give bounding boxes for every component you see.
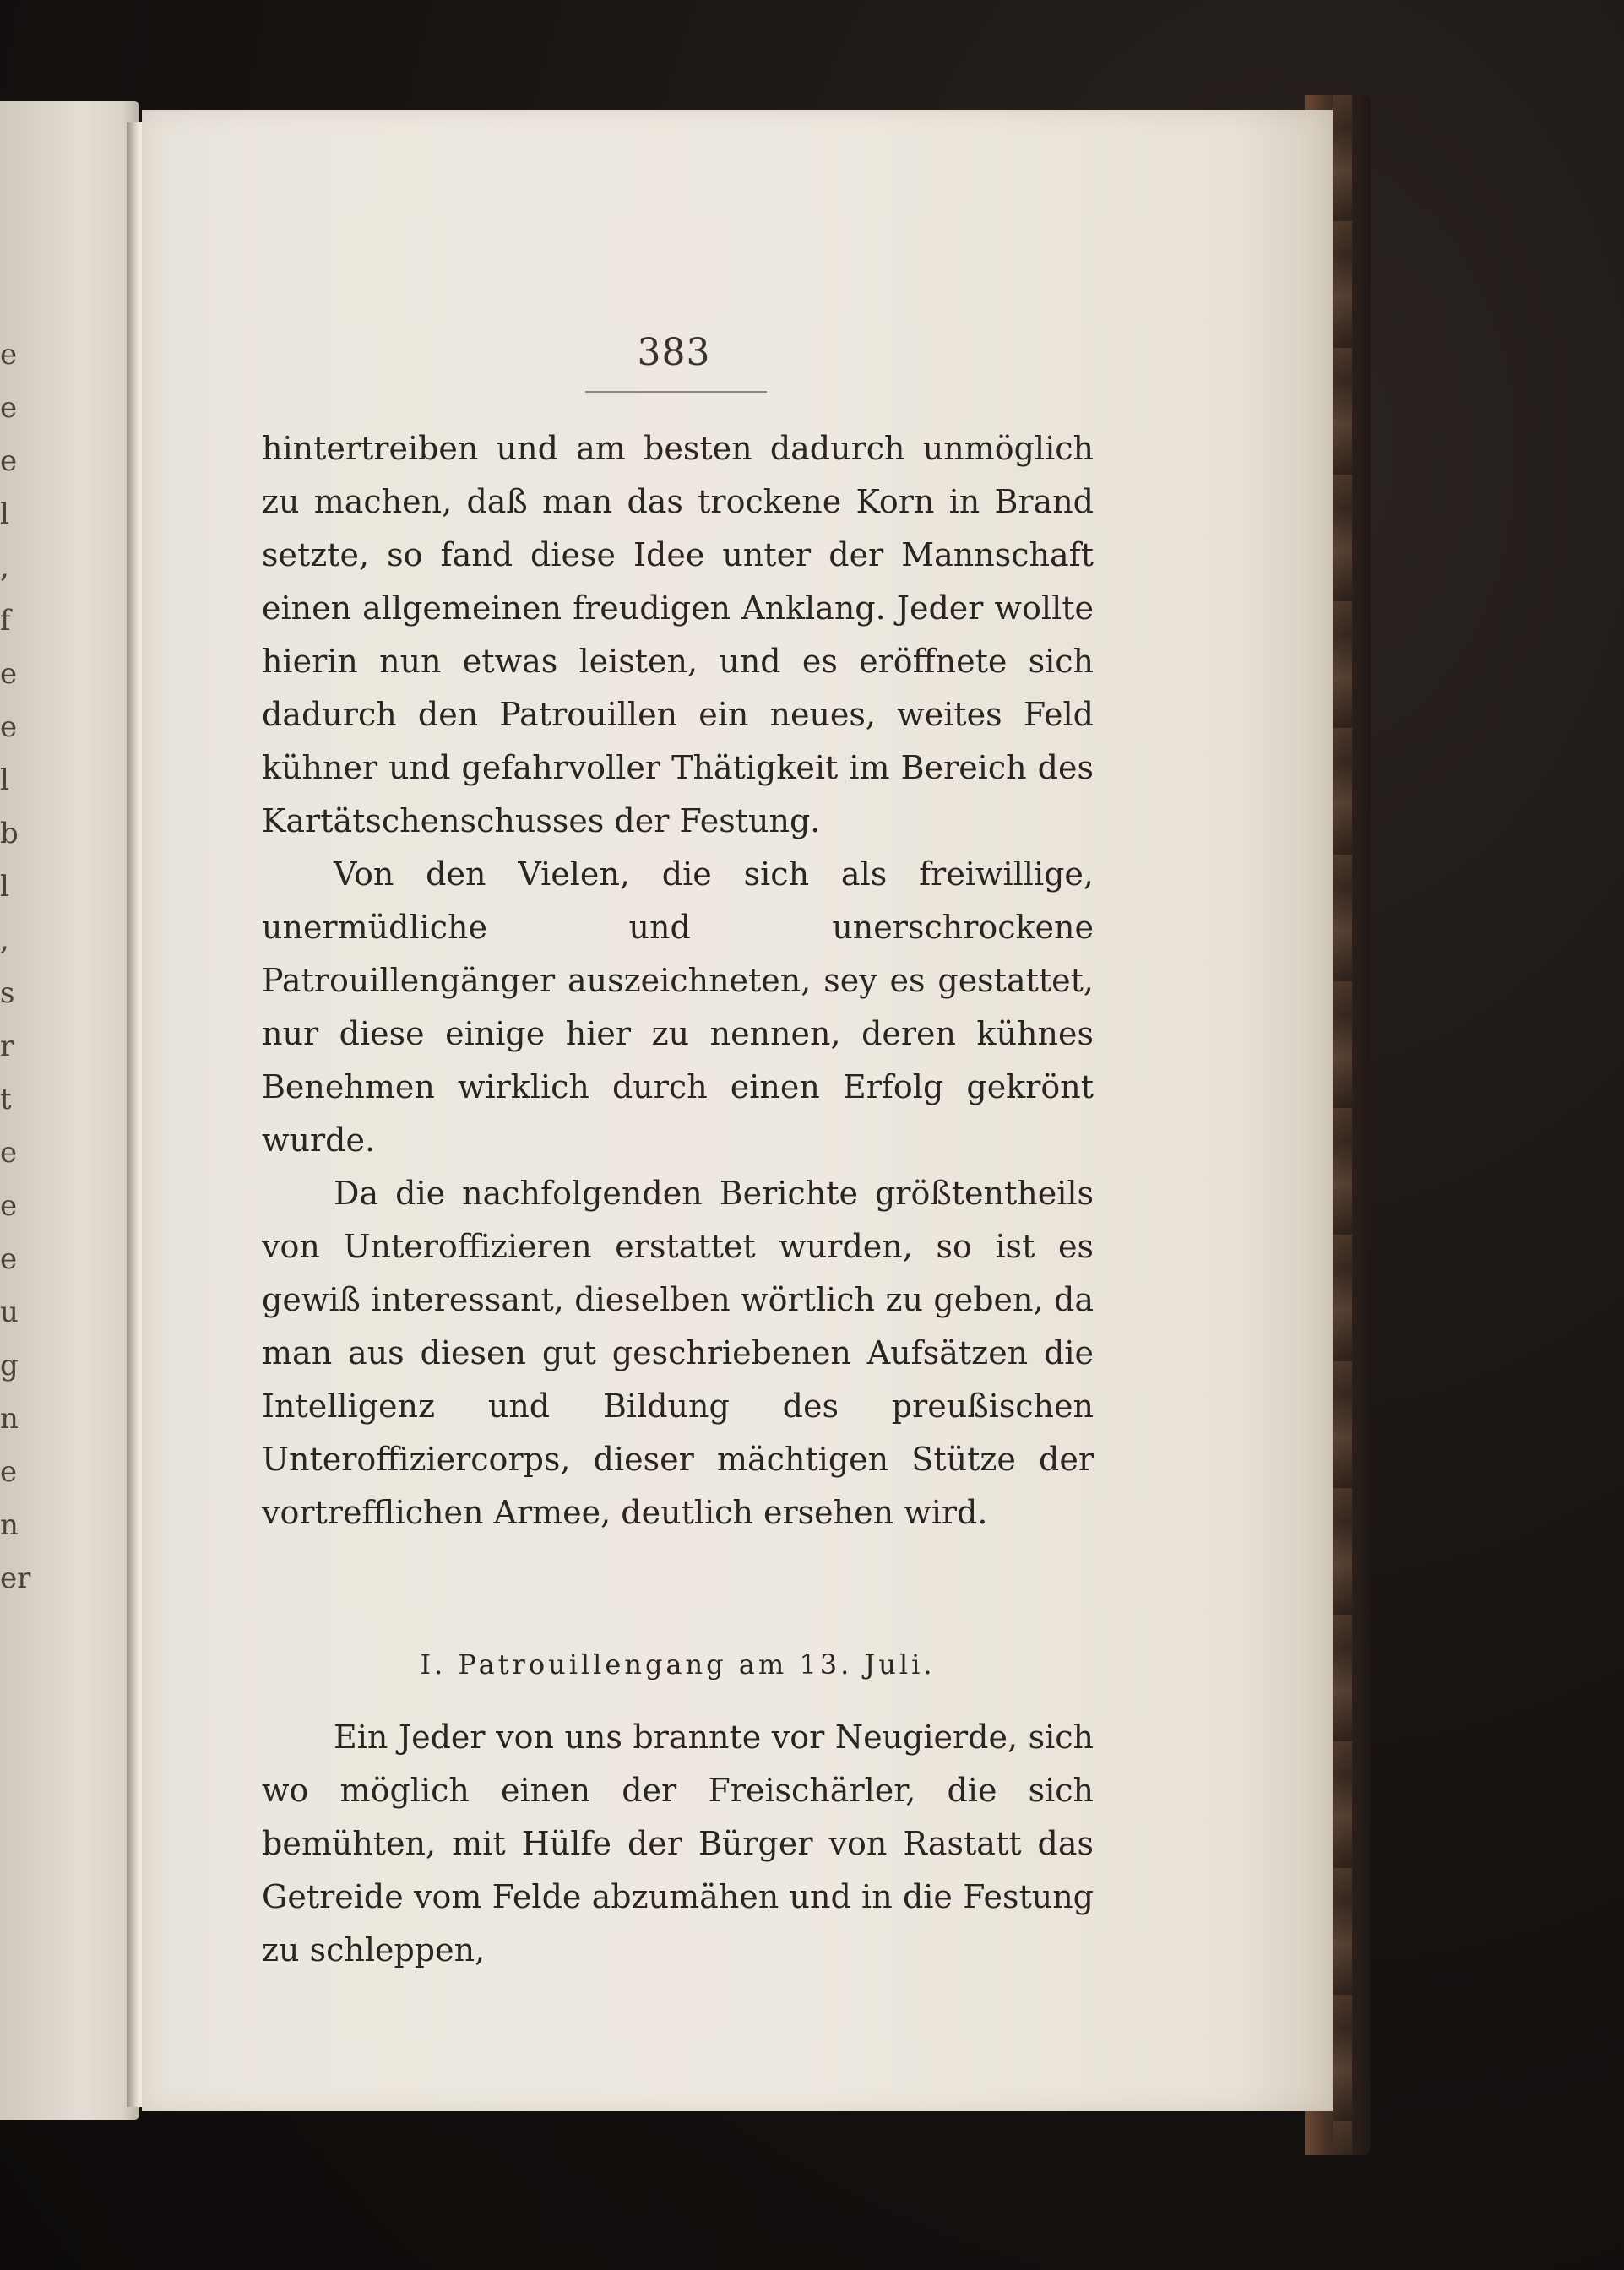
previous-page-glyph: f [0,604,11,638]
previous-page-glyph: er [0,1561,31,1595]
header-rule [585,391,767,393]
previous-page-glyph: g [0,1349,19,1382]
previous-page-glyph: l [0,763,9,797]
paragraph: hintertreiben und am besten dadurch unmöglich zu machen, daß man das trockene Korn in Brand setzte, so fand diese Idee unter der Mannschaft einen allgemeinen freudigen Anklang. Jeder wollte hierin nun etwas leisten, und es eröffnete sich dadurch den Patrouillen ein neues, weites Feld kühner und gefahrvoller Thätigkeit im Bereich des Kartätschenschusses der Festung. [262,430,1094,839]
previous-page-glyph: e [0,391,18,425]
book-page [142,110,1333,2111]
paragraph: Von den Vielen, die sich als freiwillige, unermüdliche und unerschrockene Patrouillengänger auszeichneten, sey es gestattet, nur diese einige hier zu nennen, deren kühnes Benehmen wirklich durch einen Erfolg gekrönt wurde. [262,855,1094,1159]
previous-page-glyph: , [0,923,9,957]
previous-page-edge-text [0,101,139,2120]
body-text [262,422,1094,1540]
page-number: 383 [637,331,711,374]
previous-page-glyph: l [0,497,9,531]
previous-page-glyph: e [0,1455,18,1489]
previous-page-glyph: n [0,1402,19,1436]
previous-page-glyph: , [0,551,9,584]
section-body-text [262,1711,1094,1977]
previous-page-glyph: n [0,1508,19,1542]
previous-page-glyph: e [0,710,18,744]
previous-page-glyph: t [0,1083,12,1116]
previous-page [0,101,139,2120]
previous-page-glyph: l [0,870,9,904]
previous-page-glyph: s [0,976,15,1010]
section-heading: I. Patrouillengang am 13. Juli. [420,1648,936,1681]
paragraph: Da die nachfolgenden Berichte größtentheils von Unteroffizieren erstattet wurden, so ist es gewiß interessant, dieselben wörtlich zu geben, da man aus diesen gut geschriebenen Aufsätzen die Intelligenz und Bildung des preußischen Unteroffiziercorps, dieser mächtigen Stütze der vortrefflichen Armee, deutlich ersehen wird. [262,1175,1094,1531]
previous-page-glyph: e [0,338,18,372]
previous-page-glyph: e [0,657,18,691]
previous-page-glyph: u [0,1295,19,1329]
previous-page-glyph: b [0,817,19,850]
previous-page-glyph: r [0,1029,14,1063]
previous-page-glyph: e [0,1189,18,1223]
previous-page-glyph: e [0,444,18,478]
previous-page-glyph: e [0,1136,18,1170]
paragraph: Ein Jeder von uns brannte vor Neugierde, sich wo möglich einen der Freischärler, die sich bemühten, mit Hülfe der Bürger von Rastatt das Getreide vom Felde abzumähen und in die Festung zu schleppen, [262,1719,1094,1969]
previous-page-glyph: e [0,1242,18,1276]
